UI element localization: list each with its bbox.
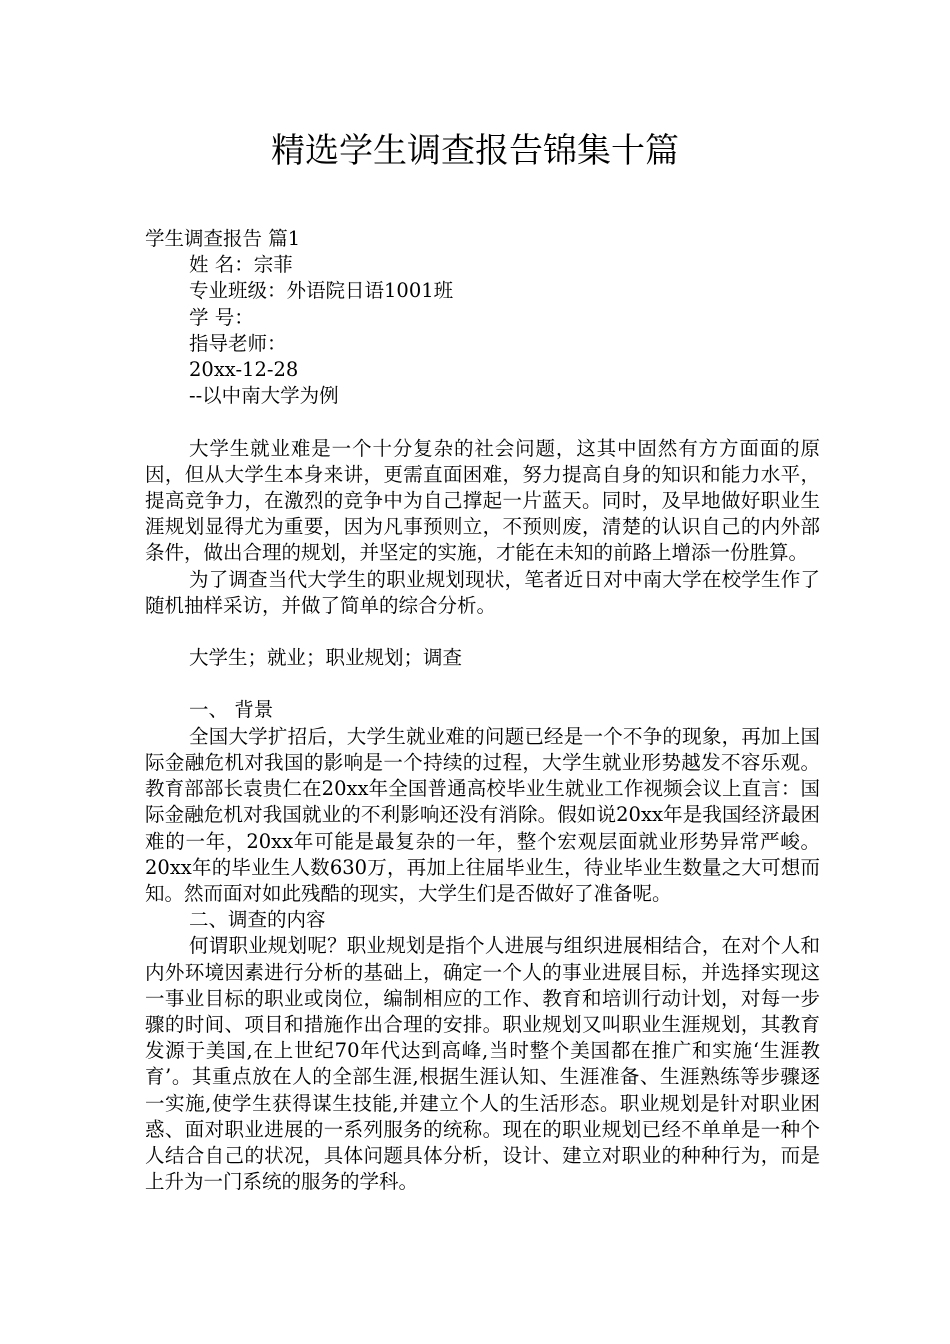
section2-paragraph: 何谓职业规划呢？职业规划是指个人进展与组织进展相结合，在对个人和内外环境因素进行分析的基础上，确定一个人的事业进展目标，并选择实现这一事业目标的职业或岗位，编制相应的工作、教育和培训行动计划，对每一步骤的时间、项目和措施作出合理的安排。职业规划又叫职业生涯规划，其教育发源于美国,在上世纪70年代达到高峰,当时整个美国都在推广和实施‘生涯教育’。其重点放在人的全部生涯,根据生涯认知、生涯准备、生涯熟练等步骤逐一实施,使学生获得谋生技能,并建立个人的生活形态。职业规划是针对职业困惑、面对职业进展的一系列服务的统称。现在的职业规划已经不单单是一种个人结合自己的状况，具体问题具体分析，设计、建立对职业的种种行为，而是上升为一门系统的服务的学科。 xyxy=(145,934,820,1194)
section1-paragraph: 全国大学扩招后，大学生就业难的问题已经是一个不争的现象，再加上国际金融危机对我国的影响是一个持续的过程，大学生就业形势越发不容乐观。教育部部长袁贵仁在20xx年全国普通高校毕业生就业工作视频会议上直言：国际金融危机对我国就业的不利影响还没有消除。假如说20xx年是我国经济最困难的一年，20xx年可能是最复杂的一年，整个宏观层面就业形势异常严峻。20xx年的毕业生人数630万，再加上往届毕业生，待业毕业生数量之大可想而知。然而面对如此残酷的现实，大学生们是否做好了准备呢。 xyxy=(145,724,820,905)
keywords: 大学生；就业；职业规划；调查 xyxy=(189,646,463,670)
info-subtitle: --以中南大学为例 xyxy=(189,384,339,408)
section1-heading: 一、 背景 xyxy=(189,698,274,722)
document-body xyxy=(145,226,820,1195)
info-date: 20xx-12-28 xyxy=(189,357,299,381)
info-major: 专业班级：外语院日语1001班 xyxy=(189,279,454,303)
spacer xyxy=(145,619,820,645)
info-name: 姓 名：宗菲 xyxy=(189,253,293,277)
section2-heading: 二、调查的内容 xyxy=(189,908,326,932)
intro-paragraph-2: 为了调查当代大学生的职业规划现状，笔者近日对中南大学在校学生作了随机抽样采访，并做了简单的综合分析。 xyxy=(145,567,820,617)
spacer xyxy=(145,671,820,697)
info-advisor: 指导老师： xyxy=(189,331,287,355)
spacer xyxy=(145,409,820,435)
info-student-id: 学 号： xyxy=(189,305,254,329)
document-title: 精选学生调查报告锦集十篇 xyxy=(271,131,679,171)
intro-paragraph-1: 大学生就业难是一个十分复杂的社会问题，这其中固然有方方面面的原因，但从大学生本身来讲，更需直面困难，努力提高自身的知识和能力水平，提高竞争力，在激烈的竞争中为自己撑起一片蓝天。同时，及早地做好职业生涯规划显得尤为重要，因为凡事预则立，不预则废，清楚的认识自己的内外部条件，做出合理的规划，并坚定的实施，才能在未知的前路上增添一份胜算。 xyxy=(145,436,820,565)
section-heading: 学生调查报告 篇1 xyxy=(145,227,301,250)
